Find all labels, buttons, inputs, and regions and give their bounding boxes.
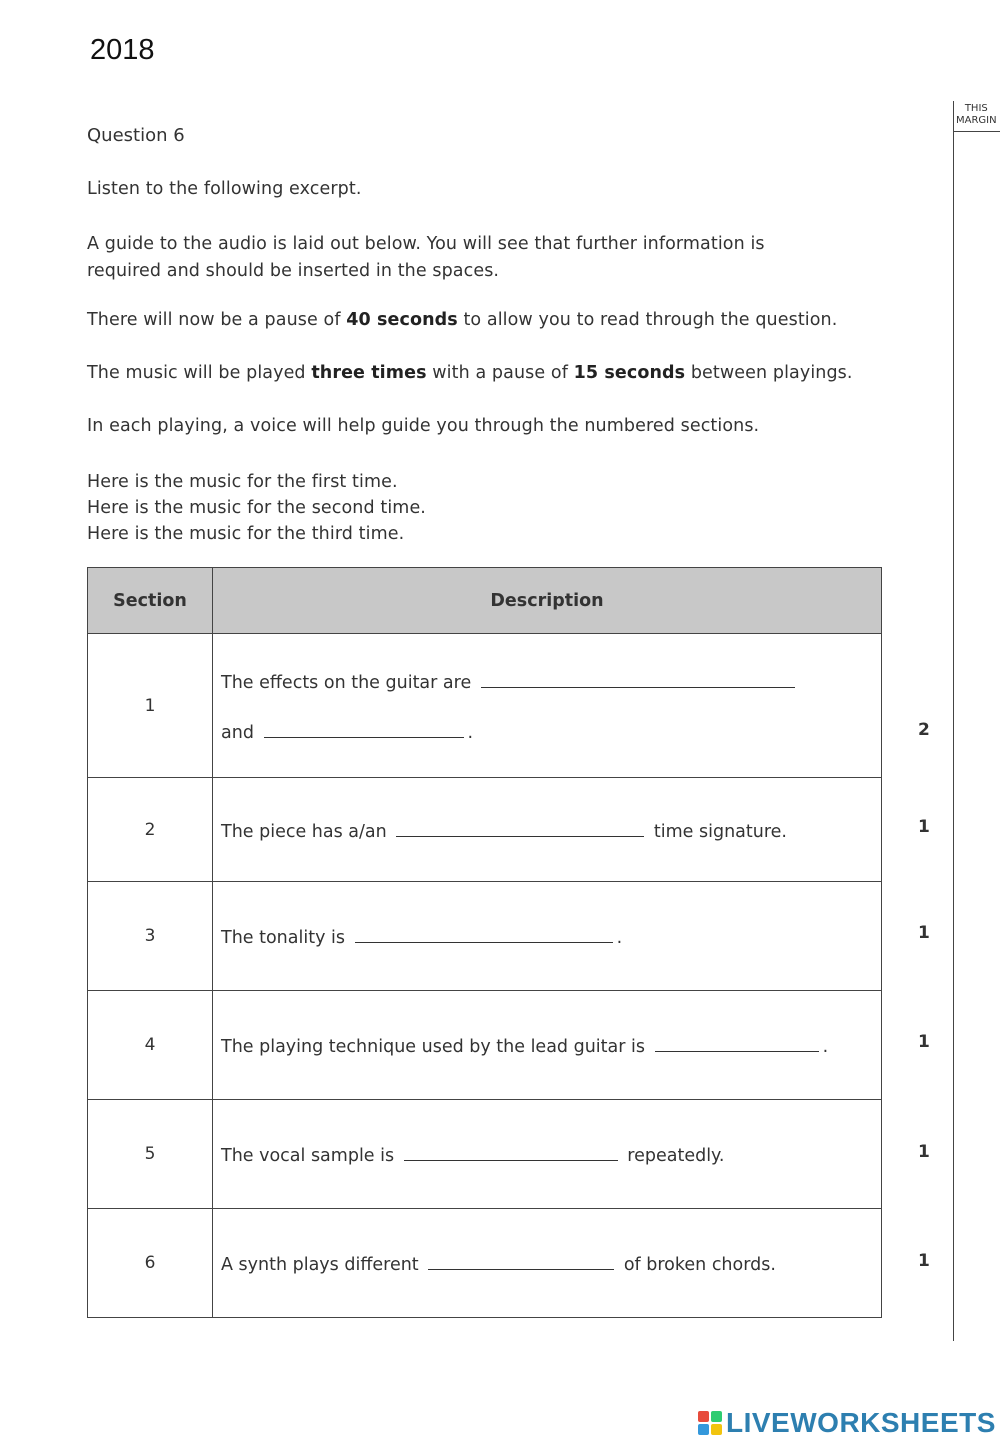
logo-square-3 (698, 1424, 709, 1435)
intro-pause: There will now be a pause of 40 seconds to allow you to read through the question. (87, 310, 838, 330)
table-row: 1 The effects on the guitar are and . (88, 634, 882, 778)
liveworksheets-icon (698, 1411, 722, 1435)
year-label: 2018 (90, 34, 155, 66)
liveworksheets-logo (698, 1407, 996, 1439)
logo-square-2 (711, 1411, 722, 1422)
marks-row-6: 1 (918, 1251, 930, 1271)
margin-header-rule (953, 131, 1000, 132)
answer-blank-1a[interactable] (481, 669, 795, 688)
logo-square-4 (711, 1424, 722, 1435)
intro-voice: In each playing, a voice will help guide you through the numbered sections. (87, 416, 760, 436)
intro-played: The music will be played three times with a pause of 15 seconds between playings. (87, 363, 853, 383)
intro-guide: A guide to the audio is laid out below. You will see that further information is required and should be inserted in the spaces. (87, 234, 765, 281)
answer-blank-1b[interactable] (264, 719, 464, 738)
logo-text: LIVEWORKSHEETS (726, 1407, 996, 1438)
table-row: 6 A synth plays different of broken chords. (88, 1209, 882, 1318)
intro-listen: Listen to the following excerpt. (87, 179, 362, 199)
marks-row-4: 1 (918, 1032, 930, 1052)
answer-blank-4[interactable] (655, 1033, 819, 1052)
header-description: Description (213, 568, 882, 634)
margin-divider (953, 101, 954, 1341)
logo-square-1 (698, 1411, 709, 1422)
marks-row-5: 1 (918, 1142, 930, 1162)
answer-table (87, 567, 882, 1318)
marks-row-1: 2 (918, 720, 930, 740)
question-title: Question 6 (87, 125, 185, 146)
table-row: 3 The tonality is . (88, 882, 882, 991)
answer-blank-5[interactable] (404, 1142, 618, 1161)
header-section: Section (88, 568, 213, 634)
answer-blank-6[interactable] (428, 1251, 614, 1270)
answer-blank-2[interactable] (396, 818, 644, 837)
marks-row-2: 1 (918, 817, 930, 837)
table-row: 5 The vocal sample is repeatedly. (88, 1100, 882, 1209)
marks-row-3: 1 (918, 923, 930, 943)
answer-blank-3[interactable] (355, 924, 613, 943)
margin-note: THIS MARGIN (956, 103, 997, 126)
table-row: 2 The piece has a/an time signature. (88, 778, 882, 882)
intro-playings: Here is the music for the first time. Here is the music for the second time. Here is the music for the third time. (87, 472, 426, 544)
table-row: 4 The playing technique used by the lead guitar is . (88, 991, 882, 1100)
